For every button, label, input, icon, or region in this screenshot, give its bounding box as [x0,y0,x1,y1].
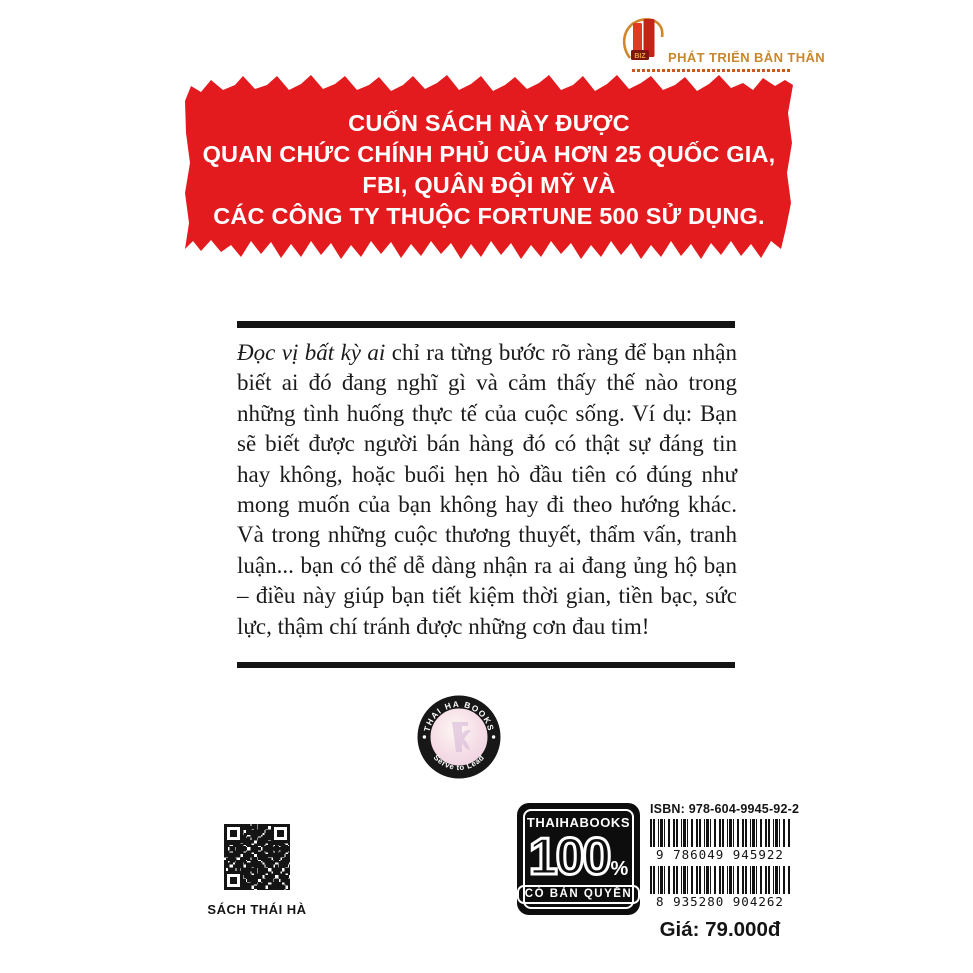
percent-sign: % [610,857,629,880]
banner-line: FBI, QUÂN ĐỘI MỸ VÀ [362,172,616,198]
price-label: Giá: 79.000đ [659,918,781,941]
qr-code [220,820,294,894]
qr-caption: SÁCH THÁI HÀ [207,902,307,917]
publisher-divider [632,69,792,72]
badge-brand: THAIHABOOKS [526,815,631,830]
qr-finder-bottom-left [224,871,243,890]
copyright-badge-frame [523,809,634,909]
publisher-stamp [417,695,501,779]
banner-text [185,73,793,263]
banner-line: CUỐN SÁCH NÀY ĐƯỢC [348,110,630,136]
stamp-left-dot [423,735,426,738]
publisher-tagline: PHÁT TRIỂN BẢN THÂN [668,50,826,65]
book-description-body: chỉ ra từng bước rõ ràng để bạn nhận biết ai đó đang nghĩ gì và cảm thấy thế nào trong những tình huống thực tế của cuộc sống. Ví dụ: Bạn sẽ biết được người bán hàng đó có thật sự đáng tin hay không, hoặc buổi hẹn hò đầu tiên có đúng như mong muốn của bạn không hay đi theo hướng khác. Và trong những cuộc thương thuyết, thẩm vấn, tranh luận... bạn có thể dễ dàng nhận ra ai đang ủng hộ bạn – điều này giúp bạn tiết kiệm thời gian, tiền bạc, sức lực, thậm chí tránh được những cơn đau tim! [237,340,737,639]
divider-bar-bottom [237,662,735,668]
endorsement-banner [185,73,793,263]
stamp-bottom-text: Serve to Lead [431,752,487,773]
product-barcode [650,866,790,894]
isbn-barcode-digits: 9 786049 945922 [650,847,790,862]
product-barcode-digits: 8 935280 904262 [650,894,790,909]
stamp-right-dot [492,735,495,738]
qr-modules [224,824,290,890]
badge-percent [528,828,629,887]
stamp-top-text: THAI HA BOOKS [421,698,497,733]
banner-line: CÁC CÔNG TY THUỘC FORTUNE 500 SỬ DỤNG. [213,203,765,229]
badge-percent-number: 100 [528,828,610,887]
qr-finder-top-left [224,824,243,843]
publisher-logo-icon [622,14,664,66]
banner-line: QUAN CHỨC CHÍNH PHỦ CỦA HƠN 25 QUỐC GIA, [202,141,776,167]
copyright-badge [517,803,640,915]
publisher-biz-label: BIZ [634,53,646,60]
badge-caption: CÓ BẢN QUYỀN [517,885,640,904]
barcode-section [650,802,800,913]
divider-bar-top [237,321,735,328]
isbn-label: ISBN: 978-604-9945-92-2 [650,802,800,816]
qr-block [197,820,317,917]
book-description [237,338,737,642]
qr-finder-top-right [271,824,290,843]
publisher-header [622,14,826,72]
isbn-barcode [650,819,790,847]
book-title: Đọc vị bất kỳ ai [237,340,386,365]
